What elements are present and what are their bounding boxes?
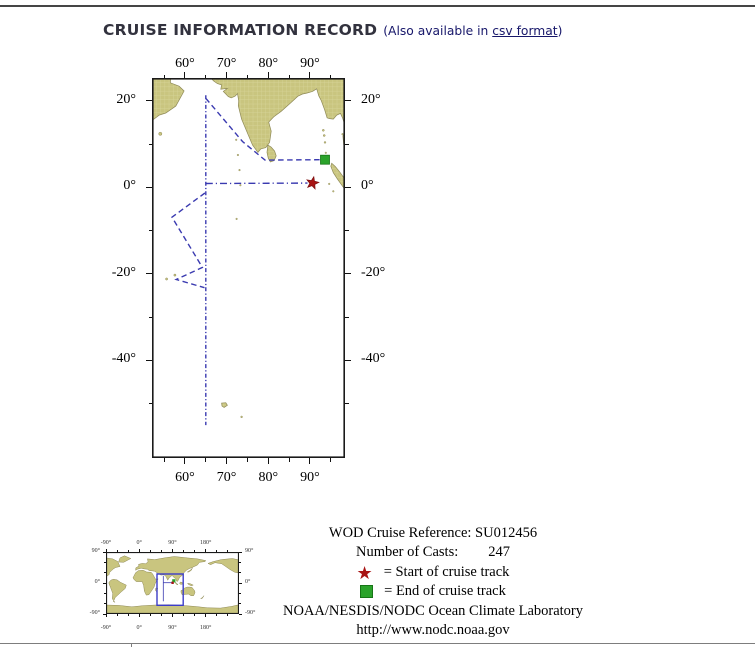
axis-tick-label: -90° bbox=[100, 625, 112, 631]
landmass bbox=[331, 163, 345, 191]
axis-tick bbox=[161, 614, 162, 616]
axis-tick bbox=[104, 562, 106, 563]
axis-tick bbox=[345, 230, 349, 231]
axis-tick-label: -90° bbox=[245, 610, 256, 616]
axis-tick bbox=[227, 550, 228, 552]
axis-tick-label: 0° bbox=[136, 625, 142, 631]
island bbox=[342, 133, 344, 135]
axis-tick bbox=[345, 273, 351, 274]
axis-tick-label: 70° bbox=[216, 56, 237, 71]
wod-reference-line bbox=[277, 524, 589, 543]
axis-tick-label: 80° bbox=[258, 470, 279, 485]
axis-tick bbox=[150, 614, 151, 616]
casts-line bbox=[277, 543, 589, 562]
axis-tick bbox=[184, 72, 185, 78]
axis-tick bbox=[146, 100, 152, 101]
cruise-track-line bbox=[172, 193, 205, 288]
bottom-divider bbox=[0, 643, 755, 644]
axis-tick bbox=[289, 75, 290, 79]
axis-tick bbox=[164, 75, 165, 79]
start-of-track-marker bbox=[171, 582, 173, 584]
start-of-track-marker bbox=[307, 177, 319, 189]
island bbox=[236, 218, 238, 220]
axis-tick bbox=[150, 550, 151, 552]
axis-tick-label: -40° bbox=[361, 351, 386, 367]
axis-tick-label: 0° bbox=[245, 579, 251, 585]
subtitle-suffix: ) bbox=[557, 24, 563, 38]
axis-tick bbox=[128, 550, 129, 552]
island bbox=[166, 278, 168, 280]
landmass bbox=[106, 605, 239, 614]
axis-tick-label: -20° bbox=[111, 264, 136, 280]
axis-tick bbox=[172, 549, 173, 552]
top-border-rule bbox=[0, 5, 755, 7]
landmass bbox=[208, 559, 239, 574]
main-map-canvas bbox=[152, 78, 345, 458]
axis-tick-label: -90° bbox=[89, 610, 100, 616]
axis-tick bbox=[247, 75, 248, 79]
axis-tick-label: -20° bbox=[361, 264, 386, 280]
legend-end-label: = End of cruise track bbox=[384, 583, 506, 600]
wod-reference-value: SU012456 bbox=[475, 525, 538, 541]
axis-tick bbox=[216, 550, 217, 552]
island bbox=[159, 132, 162, 135]
axis-tick bbox=[227, 614, 228, 616]
axis-tick bbox=[239, 562, 241, 563]
landmass bbox=[133, 570, 158, 595]
axis-tick bbox=[239, 603, 241, 604]
axis-tick-label: 20° bbox=[116, 91, 136, 107]
island bbox=[322, 129, 324, 131]
axis-tick-label: 90° bbox=[300, 470, 320, 485]
axis-tick-label: 80° bbox=[258, 56, 279, 71]
axis-tick bbox=[149, 230, 153, 231]
axis-tick bbox=[239, 572, 241, 573]
axis-tick bbox=[205, 458, 206, 462]
axis-tick bbox=[309, 458, 310, 464]
axis-tick bbox=[345, 100, 351, 101]
axis-tick bbox=[117, 550, 118, 552]
axis-tick bbox=[205, 75, 206, 79]
island bbox=[239, 169, 241, 171]
island bbox=[241, 416, 243, 418]
island bbox=[235, 139, 237, 141]
axis-tick-label: 20° bbox=[361, 91, 381, 107]
axis-tick bbox=[239, 593, 241, 594]
axis-tick bbox=[164, 458, 165, 462]
end-marker-icon bbox=[360, 585, 373, 598]
axis-tick bbox=[205, 549, 206, 552]
landmass bbox=[180, 582, 183, 584]
axis-tick bbox=[268, 458, 269, 464]
landmass bbox=[188, 583, 194, 586]
axis-tick bbox=[247, 458, 248, 462]
csv-format-link[interactable]: csv format bbox=[492, 24, 558, 38]
axis-tick bbox=[194, 550, 195, 552]
island bbox=[237, 154, 239, 156]
axis-tick bbox=[345, 187, 351, 188]
end-of-track-marker bbox=[321, 155, 330, 164]
legend-end-row bbox=[277, 582, 589, 601]
axis-tick-label: 0° bbox=[123, 178, 136, 194]
island bbox=[325, 152, 327, 154]
island bbox=[174, 274, 176, 276]
axis-tick bbox=[146, 360, 152, 361]
axis-tick bbox=[330, 458, 331, 462]
landmass bbox=[106, 558, 120, 577]
axis-tick-label: 90° bbox=[245, 548, 254, 554]
axis-tick bbox=[226, 458, 227, 464]
region-highlight-rect bbox=[157, 574, 183, 605]
page-header bbox=[103, 21, 562, 40]
page-subtitle bbox=[383, 24, 562, 38]
axis-tick bbox=[309, 72, 310, 78]
axis-tick bbox=[139, 549, 140, 552]
subtitle-prefix: (Also available in bbox=[383, 24, 493, 38]
axis-tick bbox=[139, 614, 140, 617]
axis-tick bbox=[146, 273, 152, 274]
landmass bbox=[211, 78, 345, 152]
axis-tick-label: 180° bbox=[200, 540, 212, 546]
axis-tick bbox=[216, 614, 217, 616]
landmass bbox=[152, 78, 184, 121]
axis-tick bbox=[289, 458, 290, 462]
axis-tick bbox=[104, 603, 106, 604]
axis-tick bbox=[149, 144, 153, 145]
axis-tick bbox=[117, 614, 118, 616]
axis-tick-label: 0° bbox=[136, 540, 142, 546]
start-marker-icon: ★ bbox=[356, 562, 373, 583]
casts-value: 247 bbox=[488, 544, 511, 561]
axis-tick bbox=[103, 552, 106, 553]
bottom-divider-tick bbox=[131, 643, 132, 647]
axis-tick bbox=[194, 614, 195, 616]
website-url: http://www.nodc.noaa.gov bbox=[356, 622, 510, 638]
axis-tick-label: 90° bbox=[168, 625, 177, 631]
axis-tick-label: 180° bbox=[200, 625, 212, 631]
organization-line: NOAA/NESDIS/NODC Ocean Climate Laboratory bbox=[282, 602, 583, 619]
axis-tick bbox=[345, 317, 349, 318]
axis-tick-label: -40° bbox=[111, 351, 136, 367]
island bbox=[324, 142, 326, 144]
axis-tick bbox=[161, 550, 162, 552]
axis-tick bbox=[345, 144, 349, 145]
axis-tick bbox=[345, 403, 349, 404]
island bbox=[240, 184, 242, 186]
axis-tick bbox=[149, 403, 153, 404]
axis-tick bbox=[239, 614, 242, 615]
world-overview-map bbox=[89, 540, 256, 631]
casts-label: Number of Casts: bbox=[355, 544, 459, 561]
axis-tick bbox=[104, 593, 106, 594]
cruise-track-map bbox=[111, 56, 386, 485]
axis-tick-label: 70° bbox=[216, 470, 237, 485]
axis-tick-label: 0° bbox=[361, 178, 374, 194]
page-title: CRUISE INFORMATION RECORD bbox=[103, 21, 378, 39]
axis-tick bbox=[103, 614, 106, 615]
axis-tick bbox=[183, 550, 184, 552]
axis-tick-label: 90° bbox=[168, 540, 177, 546]
axis-tick-label: 90° bbox=[91, 548, 100, 554]
axis-tick-label: 60° bbox=[175, 56, 195, 71]
axis-tick bbox=[239, 583, 242, 584]
landmass bbox=[201, 596, 204, 599]
legend-start-label: = Start of cruise track bbox=[383, 563, 510, 580]
landmass bbox=[119, 556, 131, 563]
island bbox=[333, 191, 335, 193]
axis-tick bbox=[104, 572, 106, 573]
axis-tick bbox=[146, 187, 152, 188]
landmass bbox=[109, 579, 126, 602]
axis-tick-label: 60° bbox=[175, 470, 195, 485]
legend-start-row bbox=[277, 563, 589, 582]
axis-tick bbox=[205, 614, 206, 617]
axis-tick-label: -90° bbox=[100, 540, 112, 546]
axis-tick bbox=[184, 458, 185, 464]
axis-tick bbox=[330, 75, 331, 79]
island bbox=[323, 135, 325, 137]
axis-tick bbox=[226, 72, 227, 78]
axis-tick bbox=[268, 72, 269, 78]
axis-tick bbox=[345, 360, 351, 361]
landmass bbox=[222, 403, 228, 408]
mini-map-canvas bbox=[106, 552, 239, 614]
axis-tick-label: 0° bbox=[94, 579, 100, 585]
axis-tick bbox=[183, 614, 184, 616]
axis-tick bbox=[128, 614, 129, 616]
island bbox=[328, 183, 330, 185]
axis-tick bbox=[172, 614, 173, 617]
axis-tick bbox=[149, 317, 153, 318]
axis-tick bbox=[239, 552, 242, 553]
wod-reference-label: WOD Cruise Reference: bbox=[328, 525, 472, 541]
axis-tick-label: 90° bbox=[300, 56, 320, 71]
cruise-info-block bbox=[277, 524, 589, 640]
axis-tick bbox=[103, 583, 106, 584]
